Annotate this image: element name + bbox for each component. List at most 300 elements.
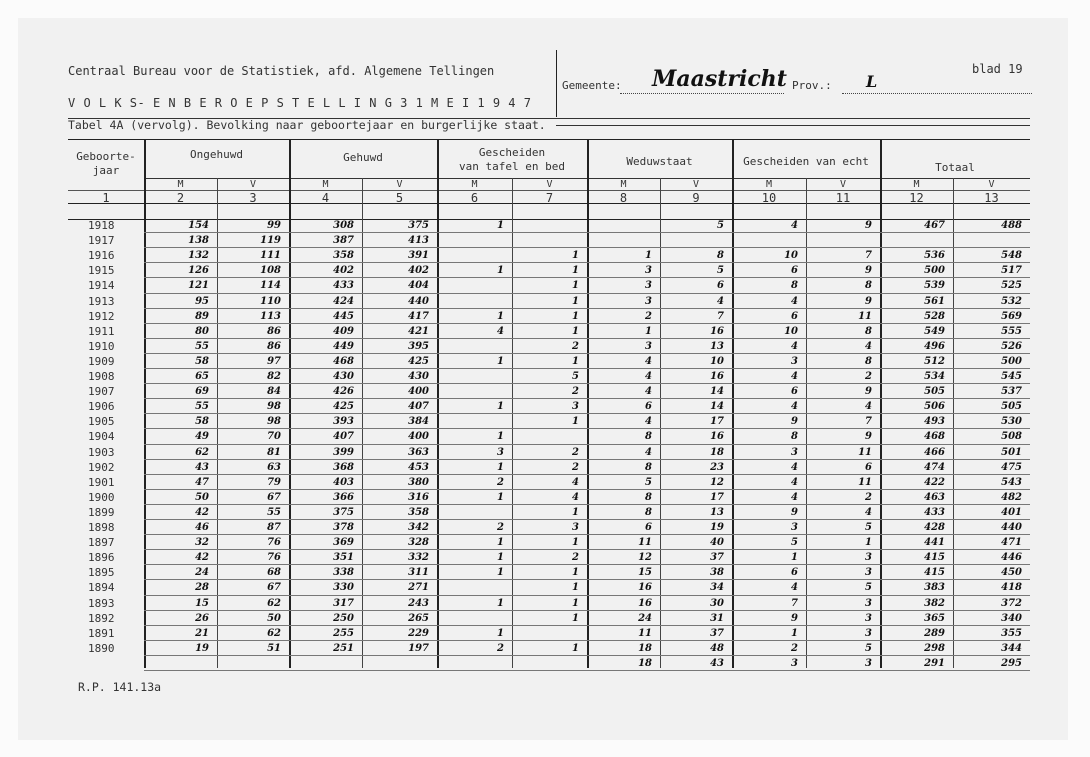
- table-cell: 16: [638, 597, 652, 609]
- header-rule-right: [556, 125, 1030, 126]
- table-cell: 82: [267, 371, 281, 382]
- table-cell: 505: [1001, 401, 1022, 413]
- table-cell: 2: [497, 476, 504, 488]
- table-cell: 421: [408, 325, 429, 337]
- table-cell: 84: [267, 386, 281, 398]
- column-number: 6: [470, 191, 479, 205]
- table-cell: 4: [645, 355, 652, 367]
- table-cell: 1: [572, 582, 579, 594]
- table-cell: 399: [333, 446, 354, 458]
- row-rule: [144, 368, 1030, 369]
- birth-year: 1891: [88, 626, 115, 640]
- table-cell: 2: [791, 642, 798, 654]
- table-cell: 17: [710, 491, 724, 503]
- table-cell: 63: [267, 461, 281, 473]
- table-cell: 526: [1001, 340, 1022, 352]
- table-cell: 11: [858, 446, 872, 458]
- table-cell: 3: [572, 401, 579, 413]
- table-cell: 3: [791, 355, 798, 367]
- table-cell: 11: [858, 476, 872, 488]
- table-cell: 13: [710, 340, 724, 352]
- table-cell: 1: [645, 250, 652, 262]
- table-cell: 26: [195, 612, 209, 624]
- table-cell: 46: [195, 522, 209, 533]
- birth-year: 1908: [88, 370, 115, 383]
- table-cell: 467: [924, 220, 945, 231]
- table-cell: 12: [638, 552, 652, 564]
- table-cell: 4: [791, 340, 798, 352]
- row-rule: [144, 353, 1030, 354]
- table-cell: 8: [645, 506, 652, 518]
- table-cell: 512: [924, 355, 945, 367]
- sex-label: V: [839, 179, 847, 190]
- table-title: Tabel 4A (vervolg). Bevolking naar geboortejaar en burgerlijke staat.: [68, 118, 546, 132]
- table-cell: 409: [333, 325, 354, 337]
- table-cell: 68: [267, 567, 281, 579]
- table-cell: 4: [645, 386, 652, 398]
- table-cell: 317: [333, 597, 354, 609]
- table-cell: 4: [791, 295, 798, 307]
- header-divider: [556, 50, 557, 117]
- table-cell: 1: [865, 537, 872, 549]
- table-cell: 58: [195, 355, 209, 367]
- table-cell: 3: [865, 612, 872, 624]
- table-cell: 413: [408, 235, 429, 247]
- birth-year: 1915: [88, 264, 115, 278]
- column-number: 5: [395, 191, 404, 205]
- birth-year: 1914: [88, 279, 115, 293]
- row-rule: [144, 670, 1030, 671]
- table-cell: 4: [865, 506, 872, 518]
- table-cell: 3: [791, 446, 798, 458]
- birth-year: 1907: [88, 385, 115, 399]
- table-cell: 3: [791, 657, 798, 669]
- table-cell: 548: [1001, 250, 1022, 262]
- table-cell: 534: [924, 371, 945, 382]
- table-cell: 8: [791, 431, 798, 443]
- row-rule: [144, 232, 1030, 233]
- row-rule: [144, 293, 1030, 294]
- table-cell: 7: [865, 416, 872, 428]
- table-cell: 4: [865, 401, 872, 413]
- table-cell: 407: [333, 431, 354, 443]
- table-cell: 1: [497, 491, 504, 503]
- table-cell: 1: [497, 265, 504, 277]
- table-cell: 2: [572, 386, 579, 398]
- sex-label: V: [692, 179, 700, 190]
- table-cell: 1: [572, 265, 579, 277]
- table-cell: 21: [195, 627, 209, 639]
- table-cell: 402: [333, 265, 354, 277]
- row-rule: [144, 444, 1030, 445]
- row-rule: [144, 489, 1030, 490]
- table-cell: 4: [645, 416, 652, 428]
- table-cell: 9: [865, 220, 872, 231]
- table-cell: 418: [1001, 582, 1022, 594]
- table-cell: 16: [710, 431, 724, 443]
- table-cell: 255: [333, 627, 354, 639]
- table-cell: 1: [572, 567, 579, 579]
- table-cell: 6: [791, 265, 798, 277]
- table-cell: 316: [408, 491, 429, 503]
- table-cell: 8: [645, 491, 652, 503]
- table-cell: 18: [638, 642, 652, 654]
- row-rule: [144, 277, 1030, 278]
- table-cell: 51: [267, 642, 281, 654]
- table-cell: 3: [645, 280, 652, 292]
- table-cell: 4: [645, 371, 652, 382]
- table-cell: 138: [188, 235, 209, 247]
- table-cell: 79: [267, 476, 281, 488]
- table-cell: 463: [924, 491, 945, 503]
- table-cell: 6: [791, 567, 798, 579]
- table-cell: 365: [924, 612, 945, 624]
- table-cell: 1: [497, 401, 504, 413]
- table-cell: 50: [195, 491, 209, 503]
- table-cell: 243: [408, 597, 429, 609]
- table-cell: 344: [1001, 642, 1022, 654]
- table-cell: 400: [408, 431, 429, 443]
- birth-year: 1895: [88, 566, 115, 580]
- table-cell: 119: [260, 235, 281, 247]
- table-cell: 3: [791, 522, 798, 533]
- table-cell: 441: [924, 537, 945, 549]
- table-cell: 43: [710, 657, 724, 669]
- table-cell: 12: [710, 476, 724, 488]
- table-cell: 493: [924, 416, 945, 428]
- table-cell: 65: [195, 371, 209, 382]
- table-cell: 1: [572, 506, 579, 518]
- table-cell: 8: [717, 250, 724, 262]
- birth-year: 1910: [88, 339, 115, 353]
- row-rule: [144, 413, 1030, 414]
- sex-label: V: [988, 179, 995, 190]
- table-cell: 48: [710, 642, 724, 654]
- table-cell: 1: [572, 416, 579, 428]
- table-cell: 3: [865, 567, 872, 579]
- table-cell: 291: [924, 657, 945, 669]
- table-cell: 4: [865, 340, 872, 352]
- birth-year: 1900: [88, 490, 115, 504]
- table-cell: 2: [497, 642, 504, 654]
- table-cell: 295: [1001, 657, 1022, 669]
- birth-year: 1902: [88, 460, 115, 474]
- table-cell: 8: [645, 461, 652, 473]
- table-cell: 197: [408, 642, 429, 654]
- table-cell: 382: [924, 597, 945, 609]
- table-cell: 1: [791, 627, 798, 639]
- table-cell: 265: [408, 612, 429, 624]
- sex-label: M: [620, 179, 627, 190]
- col-geboortejaar: Geboorte- jaar: [76, 150, 136, 177]
- table-cell: 9: [791, 612, 798, 624]
- table-cell: 250: [333, 612, 354, 624]
- table-cell: 404: [408, 280, 429, 292]
- column-number: 7: [545, 191, 554, 205]
- row-rule: [144, 655, 1030, 656]
- birth-year: 1906: [88, 400, 115, 414]
- table-cell: 417: [408, 310, 429, 322]
- gemeente-underline: [620, 93, 784, 94]
- table-cell: 34: [710, 582, 724, 594]
- table-cell: 62: [267, 627, 281, 639]
- table-cell: 369: [333, 537, 354, 549]
- birth-year: 1903: [88, 445, 115, 459]
- table-cell: 49: [195, 431, 209, 443]
- table-cell: 1: [497, 552, 504, 564]
- table-cell: 16: [710, 325, 724, 337]
- table-cell: 9: [791, 506, 798, 518]
- table-cell: 95: [195, 295, 209, 307]
- sex-label: V: [396, 179, 403, 190]
- table-cell: 332: [408, 552, 429, 564]
- table-cell: 11: [858, 310, 872, 322]
- table-cell: 38: [710, 567, 724, 579]
- table-cell: 89: [195, 310, 209, 322]
- row-rule: [144, 323, 1030, 324]
- sex-label: V: [546, 179, 553, 190]
- birth-year: 1916: [88, 249, 115, 263]
- table-cell: 55: [195, 401, 209, 413]
- row-rule: [144, 549, 1030, 550]
- table-cell: 8: [645, 431, 652, 443]
- row-rule: [144, 625, 1030, 626]
- table-cell: 24: [638, 612, 652, 624]
- table-cell: 3: [865, 627, 872, 639]
- table-cell: 471: [1001, 537, 1022, 549]
- table-cell: 4: [497, 325, 504, 337]
- table-cell: 3: [497, 446, 504, 458]
- table-cell: 13: [710, 506, 724, 518]
- birth-year: 1898: [88, 521, 115, 534]
- table-cell: 430: [408, 371, 429, 382]
- table-cell: 5: [572, 371, 579, 382]
- table-cell: 453: [408, 461, 429, 473]
- table-cell: 24: [195, 567, 209, 579]
- table-cell: 3: [645, 295, 652, 307]
- table-cell: 1: [497, 597, 504, 609]
- form-code: R.P. 141.13a: [78, 680, 162, 694]
- table-cell: 450: [1001, 567, 1022, 579]
- table-cell: 351: [333, 552, 354, 564]
- table-cell: 5: [791, 537, 798, 549]
- table-cell: 62: [195, 446, 209, 458]
- table-cell: 32: [195, 537, 209, 549]
- table-cell: 391: [408, 250, 429, 262]
- table-cell: 40: [710, 537, 724, 549]
- table-cell: 468: [333, 355, 354, 367]
- table-cell: 401: [1001, 506, 1022, 518]
- sex-label: M: [177, 179, 184, 190]
- col-gescheiden-echt: Gescheiden van echt: [743, 155, 869, 168]
- row-rule: [144, 428, 1030, 429]
- table-cell: 1: [497, 537, 504, 549]
- table-cell: 4: [791, 476, 798, 488]
- table-cell: 9: [865, 295, 872, 307]
- table-cell: 474: [924, 461, 945, 473]
- table-cell: 1: [497, 431, 504, 443]
- col-gehuwd: Gehuwd: [343, 151, 383, 164]
- table-cell: 87: [267, 522, 281, 533]
- table-cell: 97: [267, 355, 281, 367]
- table-cell: 496: [924, 340, 945, 352]
- table-cell: 415: [924, 567, 945, 579]
- table-cell: 4: [572, 491, 579, 503]
- row-rule: [144, 474, 1030, 475]
- birth-year: 1893: [88, 596, 115, 610]
- table-cell: 3: [865, 597, 872, 609]
- table-cell: 2: [497, 522, 504, 533]
- table-cell: 42: [195, 552, 209, 564]
- table-cell: 5: [865, 642, 872, 654]
- row-rule: [144, 398, 1030, 399]
- table-cell: 378: [333, 522, 354, 533]
- row-rule: [144, 247, 1030, 248]
- prov-underline: [842, 93, 1032, 94]
- table-cell: 1: [645, 325, 652, 337]
- table-cell: 11: [638, 537, 652, 549]
- table-cell: 229: [408, 627, 429, 639]
- birth-year: 1913: [88, 294, 115, 308]
- table-cell: 113: [260, 310, 281, 322]
- birth-year: 1911: [88, 324, 115, 338]
- table-cell: 114: [260, 280, 281, 292]
- table-cell: 368: [333, 461, 354, 473]
- table-cell: 6: [645, 401, 652, 413]
- table-cell: 340: [1001, 612, 1022, 624]
- table-cell: 536: [924, 250, 945, 262]
- table-cell: 330: [333, 582, 354, 594]
- table-cell: 111: [260, 250, 281, 262]
- table-cell: 308: [333, 220, 354, 231]
- table-cell: 30: [710, 597, 724, 609]
- table-cell: 6: [791, 310, 798, 322]
- table-cell: 311: [408, 567, 429, 579]
- sex-label: M: [471, 179, 478, 190]
- table-cell: 1: [572, 355, 579, 367]
- sex-label: M: [913, 179, 920, 190]
- bureau-line: Centraal Bureau voor de Statistiek, afd. Algemene Tellingen: [68, 64, 495, 78]
- column-number: 4: [321, 191, 330, 205]
- table-cell: 3: [572, 522, 579, 533]
- column-number: 10: [761, 191, 777, 205]
- birth-year: 1905: [88, 415, 115, 429]
- table-cell: 3: [645, 265, 652, 277]
- table-cell: 17: [710, 416, 724, 428]
- table-cell: 358: [408, 506, 429, 518]
- table-cell: 14: [710, 386, 724, 398]
- row-rule: [144, 564, 1030, 565]
- table-cell: 505: [924, 386, 945, 398]
- table-cell: 433: [333, 280, 354, 292]
- table-cell: 37: [710, 627, 724, 639]
- table-cell: 7: [717, 310, 724, 322]
- table-cell: 19: [710, 522, 724, 533]
- table-cell: 433: [924, 506, 945, 518]
- table-cell: 363: [408, 446, 429, 458]
- table-cell: 4: [572, 476, 579, 488]
- table-cell: 400: [408, 386, 429, 398]
- table-cell: 7: [865, 250, 872, 262]
- table-cell: 86: [267, 340, 281, 352]
- table-cell: 402: [408, 265, 429, 277]
- table-cell: 42: [195, 506, 209, 518]
- table-cell: 1: [572, 612, 579, 624]
- table-cell: 415: [924, 552, 945, 564]
- table-cell: 2: [572, 461, 579, 473]
- row-rule: [144, 383, 1030, 384]
- table-cell: 126: [188, 265, 209, 277]
- table-cell: 549: [924, 325, 945, 337]
- birth-year: 1894: [88, 581, 115, 595]
- census-title: V O L K S- E N B E R O E P S T E L L I N G 3 1 M E I 1 9 4 7: [68, 96, 532, 110]
- table-cell: 500: [1001, 355, 1022, 367]
- table-cell: 530: [1001, 416, 1022, 428]
- table-cell: 86: [267, 325, 281, 337]
- table-cell: 5: [865, 582, 872, 594]
- table-cell: 31: [710, 612, 724, 624]
- table-cell: 372: [1001, 597, 1022, 609]
- table-cell: 1: [572, 325, 579, 337]
- table-cell: 6: [791, 386, 798, 398]
- col-totaal: Totaal: [935, 161, 975, 174]
- table-cell: 98: [267, 401, 281, 413]
- table-top-rule: [68, 139, 1030, 140]
- table-cell: 9: [865, 431, 872, 443]
- table-cell: 6: [865, 461, 872, 473]
- table-cell: 3: [645, 340, 652, 352]
- gemeente-value: Maastricht: [652, 66, 787, 92]
- table-cell: 2: [865, 491, 872, 503]
- table-cell: 338: [333, 567, 354, 579]
- table-cell: 4: [791, 371, 798, 382]
- table-cell: 1: [572, 250, 579, 262]
- table-cell: 14: [710, 401, 724, 413]
- table-cell: 393: [333, 416, 354, 428]
- table-cell: 488: [1001, 220, 1022, 231]
- table-cell: 3: [865, 552, 872, 564]
- table-cell: 539: [924, 280, 945, 292]
- table-cell: 76: [267, 552, 281, 564]
- table-cell: 403: [333, 476, 354, 488]
- row-rule: [144, 308, 1030, 309]
- table-cell: 18: [638, 657, 652, 669]
- row-rule: [144, 459, 1030, 460]
- table-cell: 6: [645, 522, 652, 533]
- table-cell: 5: [717, 220, 724, 231]
- table-cell: 1: [497, 355, 504, 367]
- table-cell: 407: [408, 401, 429, 413]
- table-cell: 424: [333, 295, 354, 307]
- table-cell: 67: [267, 582, 281, 594]
- column-number: 13: [984, 191, 999, 205]
- table-cell: 55: [267, 506, 281, 518]
- table-cell: 387: [333, 235, 354, 247]
- table-cell: 1: [497, 310, 504, 322]
- table-cell: 110: [260, 295, 281, 307]
- table-cell: 4: [645, 446, 652, 458]
- table-cell: 425: [408, 355, 429, 367]
- table-cell: 132: [188, 250, 209, 262]
- birth-year: 1901: [88, 475, 115, 489]
- table-cell: 98: [267, 416, 281, 428]
- table-cell: 43: [195, 461, 209, 473]
- birth-year: 1909: [88, 354, 115, 368]
- table-cell: 1: [497, 220, 504, 231]
- row-rule: [144, 504, 1030, 505]
- table-cell: 422: [924, 476, 945, 488]
- table-cell: 5: [717, 265, 724, 277]
